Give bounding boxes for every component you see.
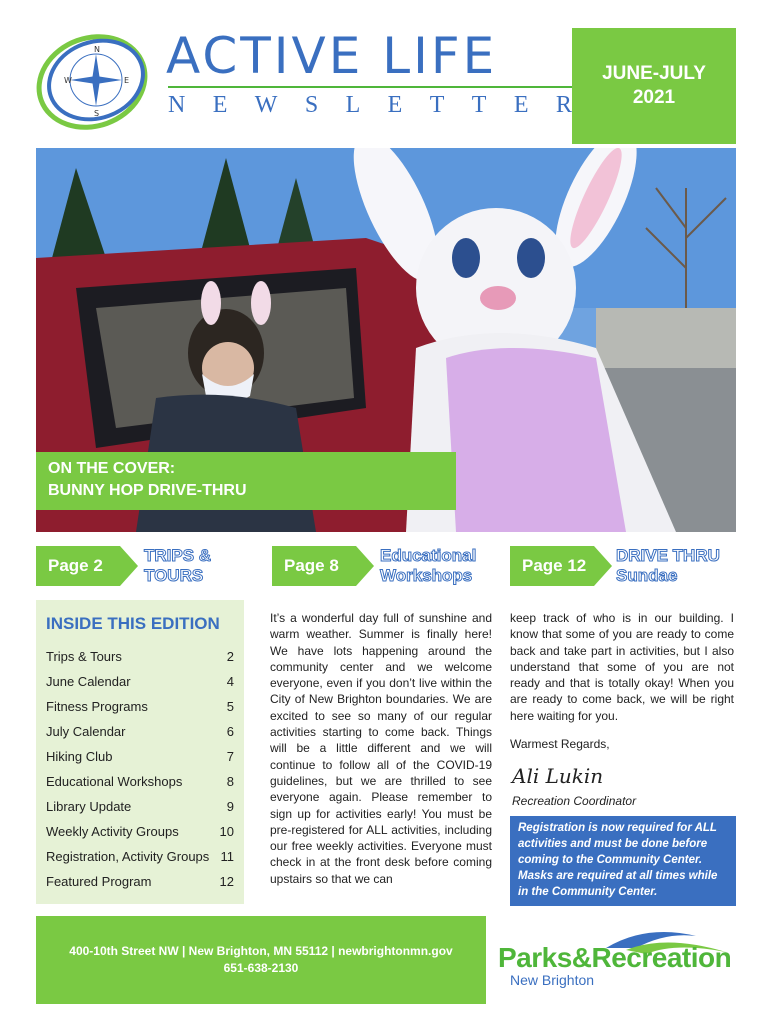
article-column-1: It’s a wonderful day full of sunshine and warm weather. Summer is finally here! We have lots happening around the community center and we welcome everyone, even if you don’t live within the City of New Brighton boundaries. We are excited to see so many of our regular activities starting to come back. Things will be a little different and we will continue to follow all of the COVID-19 guidelines, but we are thrilled to see everyone again. Please remember to sign up for activities early! You must be pre-registered for ALL activities, including our free weekly activities. Everyone must check in at the front desk before coming upstairs so that we can (270, 611, 492, 886)
toc-item[interactable]: Educational Workshops 8 (46, 774, 234, 789)
subtitle-letter: W (254, 92, 278, 118)
tab-topic-sundae: DRIVE THRU Sundae (616, 546, 720, 585)
toc-item[interactable]: Weekly Activity Groups 10 (46, 824, 234, 839)
cover-caption-line1: ON THE COVER: (48, 460, 176, 477)
compass-s: S (94, 109, 100, 118)
logo-city: New Brighton (510, 972, 595, 988)
subtitle-letter: T (429, 92, 445, 118)
tab-topic-workshops: Educational Workshops (380, 546, 477, 585)
subtitle-letter: E (212, 92, 228, 118)
tab-page-8[interactable]: Page 8 (272, 546, 356, 586)
signature: Ali Lukin (512, 764, 604, 788)
footer-contact (36, 916, 486, 1004)
cover-caption-banner (36, 452, 456, 510)
newsletter-title: ACTIVE LIFE (166, 27, 498, 85)
compass-e: E (124, 76, 130, 85)
issue-year: 2021 (632, 87, 676, 108)
signature-title: Recreation Coordinator (512, 794, 637, 808)
article-column-2: keep track of who is in our building. I know that some of you are ready to come back and take part in activities, but I also understand that some of you are not ready and that is totally okay! When you are ready to come back, we will be right here waiting for you. (510, 611, 734, 723)
subtitle-letter: R (555, 92, 572, 118)
toc-item[interactable]: Hiking Club 7 (46, 749, 234, 764)
table-of-contents (36, 600, 244, 904)
subtitle-letter: L (345, 92, 361, 118)
title-divider (168, 86, 572, 88)
compass-w: W (64, 76, 72, 85)
tab-page-2[interactable]: Page 2 (36, 546, 120, 586)
toc-title: INSIDE THIS EDITION (46, 614, 220, 633)
tab-arrow-icon (594, 546, 612, 586)
newsletter-subtitle (168, 92, 572, 119)
tab-page-12[interactable]: Page 12 (510, 546, 594, 586)
issue-date-box (572, 28, 736, 144)
toc-item[interactable]: Registration, Activity Groups 11 (46, 849, 234, 864)
tab-topic-trips: TRIPS & TOURS (144, 546, 212, 585)
toc-item[interactable]: Featured Program 12 (46, 874, 234, 889)
logo-wordmark: Parks&Recreation (498, 942, 732, 973)
compass-n: N (94, 45, 100, 54)
footer-address: 400-10th Street NW | New Brighton, MN 55112 | newbrightonmn.gov (69, 944, 453, 958)
toc-item[interactable]: June Calendar 4 (46, 674, 234, 689)
toc-item[interactable]: July Calendar 6 (46, 724, 234, 739)
toc-item[interactable]: Library Update 9 (46, 799, 234, 814)
toc-item[interactable]: Fitness Programs 5 (46, 699, 234, 714)
subtitle-letter: S (304, 92, 319, 118)
tab-arrow-icon (120, 546, 138, 586)
cover-caption-line2: BUNNY HOP DRIVE-THRU (48, 482, 247, 499)
toc-item[interactable]: Trips & Tours 2 (46, 649, 234, 664)
subtitle-letter: E (387, 92, 403, 118)
footer-phone: 651-638-2130 (223, 961, 299, 975)
tab-arrow-icon (356, 546, 374, 586)
closing-line: Warmest Regards, (510, 737, 610, 751)
registration-notice: Registration is now required for ALL activities and must be done before coming to the Community Center. Masks are required at all times while in the Community Center. (510, 816, 736, 906)
subtitle-letter: E (513, 92, 529, 118)
compass-logo-icon (34, 30, 154, 130)
subtitle-letter: N (168, 92, 186, 118)
subtitle-letter: T (471, 92, 487, 118)
issue-months: JUNE-JULY (602, 63, 706, 84)
